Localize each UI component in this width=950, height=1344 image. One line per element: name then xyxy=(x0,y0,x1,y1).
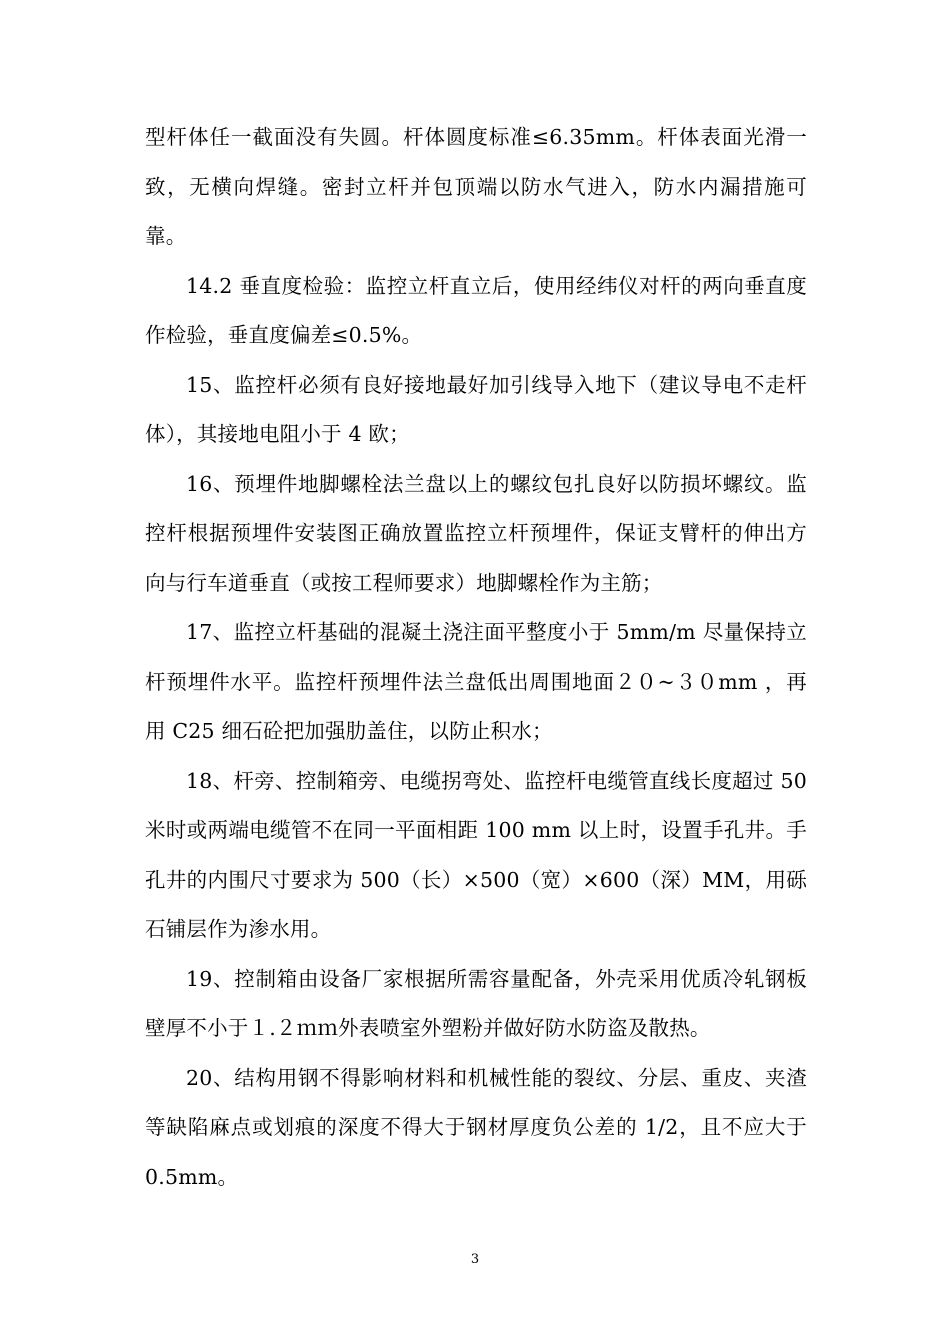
paragraph-19-control-box: 19、控制箱由设备厂家根据所需容量配备，外壳采用优质冷轧钢板壁厚不小于１.２ｍｍ外表喷室外塑粉并做好防水防盗及散热。 xyxy=(145,966,807,1040)
paragraph-20-structural-steel: 20、结构用钢不得影响材料和机械性能的裂纹、分层、重皮、夹渣等缺陷麻点或划痕的深度不得大于钢材厚度负公差的 1/2，且不应大于 0.5mm。 xyxy=(145,1065,807,1189)
paragraph-18-handhole: 18、杆旁、控制箱旁、电缆拐弯处、监控杆电缆管直线长度超过 50 米时或两端电缆管不在同一平面相距 100 mm 以上时，设置手孔井。手孔井的内围尺寸要求为 500（长）×500（宽）×600（深）MM，用砾石铺层作为渗水用。 xyxy=(145,768,807,941)
document-body xyxy=(145,113,807,1202)
paragraph-continuation: 型杆体任一截面没有失圆。杆体圆度标准≤6.35mm。杆体表面光滑一致，无横向焊缝。密封立杆并包顶端以防水气进入，防水内漏措施可靠。 xyxy=(145,125,807,248)
paragraph-16-anchor-bolts: 16、预埋件地脚螺栓法兰盘以上的螺纹包扎良好以防损坏螺纹。监控杆根据预埋件安装图正确放置监控立杆预埋件，保证支臂杆的伸出方向与行车道垂直（或按工程师要求）地脚螺栓作为主筋； xyxy=(145,471,807,595)
paragraph-14-2-verticality-check: 14.2 垂直度检验：监控立杆直立后，使用经纬仪对杆的两向垂直度作检验，垂直度偏差≤0.5%。 xyxy=(145,273,807,347)
page-number: 3 xyxy=(470,1252,480,1267)
paragraph-15-grounding: 15、监控杆必须有良好接地最好加引线导入地下（建议导电不走杆体），其接地电阻小于 4 欧； xyxy=(145,372,807,446)
paragraph-17-foundation: 17、监控立杆基础的混凝土浇注面平整度小于 5mm/m 尽量保持立杆预埋件水平。监控杆预埋件法兰盘低出周围地面２０~３０mm ，再用 C25 细石砼把加强肋盖住，以防止积水； xyxy=(145,620,807,743)
